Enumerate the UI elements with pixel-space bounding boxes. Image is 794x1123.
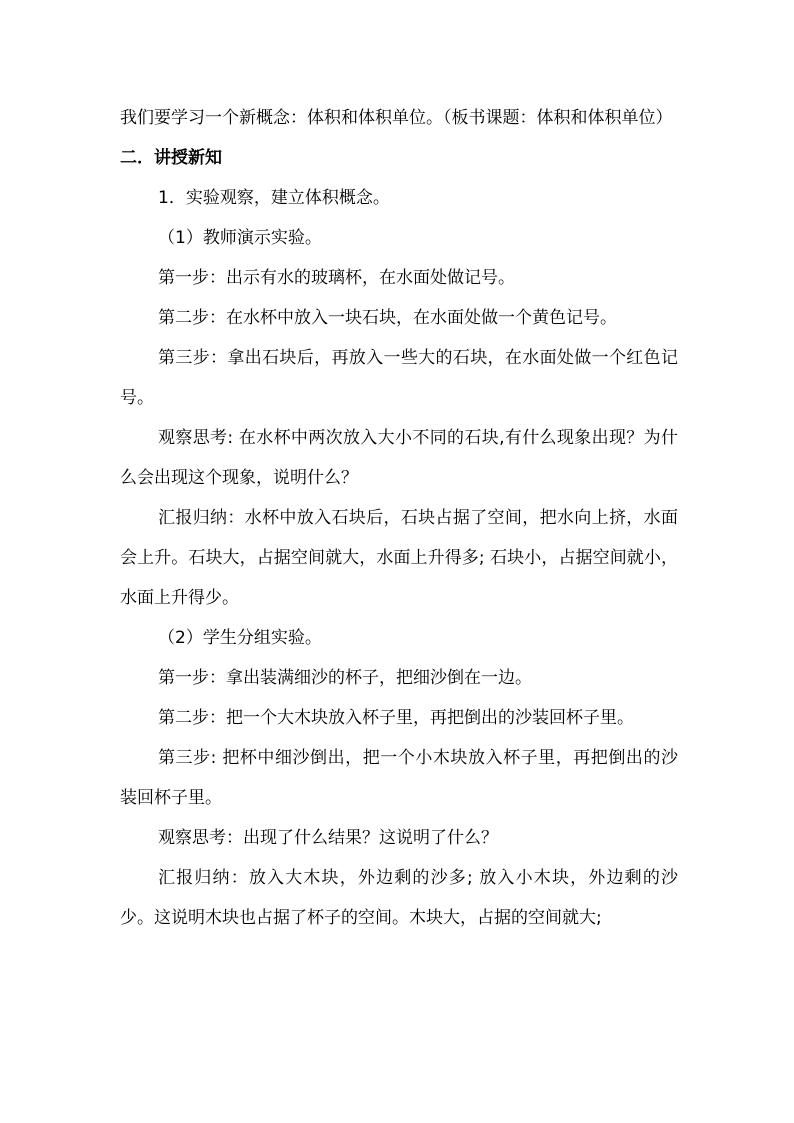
observation-question-2: 观察思考：出现了什么结果？这说明了什么？	[158, 828, 498, 848]
section-heading: 二．讲授新知	[120, 148, 222, 168]
summary-2: 汇报归纳：放入大木块，外边剩的沙多; 放入小木块，外边剩的沙少。这说明木块也占据了杯子的空间。木块大，占据的空间就大;	[120, 868, 678, 928]
subsection-title: 1．实验观察，建立体积概念。	[158, 188, 390, 208]
observation-question-1: 观察思考: 在水杯中两次放入大小不同的石块,有什么现象出现？为什么会出现这个现象，说明什么？	[120, 428, 678, 488]
document-page	[120, 98, 678, 938]
intro-paragraph: 我们要学习一个新概念：体积和体积单位。（板书课题：体积和体积单位）	[120, 108, 673, 128]
teacher-step-3: 第三步：拿出石块后，再放入一些大的石块，在水面处做一个红色记号。	[120, 348, 678, 408]
experiment-title-teacher: （1）教师演示实验。	[158, 228, 322, 248]
student-step-1: 第一步：拿出装满细沙的杯子，把细沙倒在一边。	[158, 668, 532, 688]
student-step-3: 第三步: 把杯中细沙倒出，把一个小木块放入杯子里，再把倒出的沙装回杯子里。	[120, 748, 678, 808]
experiment-title-students: （2）学生分组实验。	[158, 628, 322, 648]
student-step-2: 第二步：把一个大木块放入杯子里，再把倒出的沙装回杯子里。	[158, 708, 634, 728]
teacher-step-2: 第二步：在水杯中放入一块石块，在水面处做一个黄色记号。	[158, 308, 617, 328]
teacher-step-1: 第一步：出示有水的玻璃杯，在水面处做记号。	[158, 268, 515, 288]
summary-1: 汇报归纳：水杯中放入石块后，石块占据了空间，把水向上挤，水面会上升。石块大，占据空间就大，水面上升得多; 石块小，占据空间就小，水面上升得少。	[120, 508, 678, 608]
